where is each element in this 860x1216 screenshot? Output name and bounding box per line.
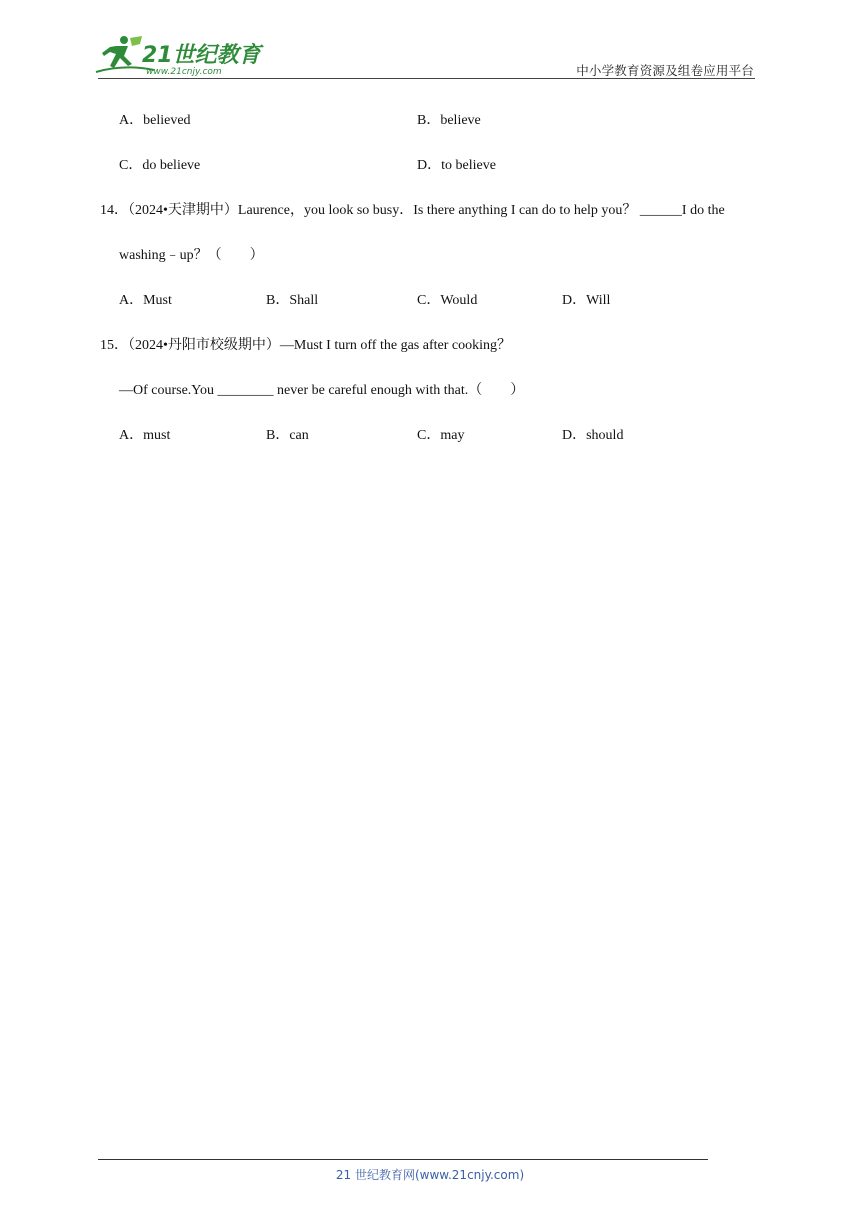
q15-option-d: D．should — [562, 428, 624, 443]
footer-divider — [98, 1159, 708, 1160]
q15-stem-line2: —Of course.You ________ never be careful enough with that.（ ） — [119, 383, 525, 398]
q14-stem-line2: washing﹣up？（ ） — [119, 248, 264, 263]
header-divider — [98, 78, 755, 79]
svg-text:www.21cnjy.com: www.21cnjy.com — [146, 67, 222, 76]
q13-option-d: D．to believe — [417, 158, 496, 173]
header-tagline: 中小学教育资源及组卷应用平台 — [576, 63, 754, 78]
page-header — [0, 0, 860, 80]
q14-option-a: A．Must — [119, 293, 172, 308]
q14-stem-line1: 14．（2024•天津期中）Laurence，you look so busy．Is there anything I can do to help you？ ______I do the — [100, 203, 725, 218]
q14-option-b: B．Shall — [266, 293, 319, 308]
q15-option-c: C．may — [417, 428, 465, 443]
q13-option-c: C．do believe — [119, 158, 201, 173]
q14-option-d: D．Will — [562, 293, 611, 308]
logo — [94, 34, 264, 76]
q15-option-a: A．must — [119, 428, 171, 443]
q13-option-b: B．believe — [417, 113, 481, 128]
q14-option-c: C．Would — [417, 293, 478, 308]
logo-image — [94, 34, 264, 76]
q15-stem-line1: 15．（2024•丹阳市校级期中）—Must I turn off the gas after cooking？ — [100, 338, 511, 353]
q15-option-b: B．can — [266, 428, 309, 443]
svg-text:21世纪教育: 21世纪教育 — [142, 43, 261, 68]
q13-option-a: A．believed — [119, 113, 191, 128]
footer-link[interactable]: 21 世纪教育网(www.21cnjy.com) — [335, 1168, 525, 1182]
